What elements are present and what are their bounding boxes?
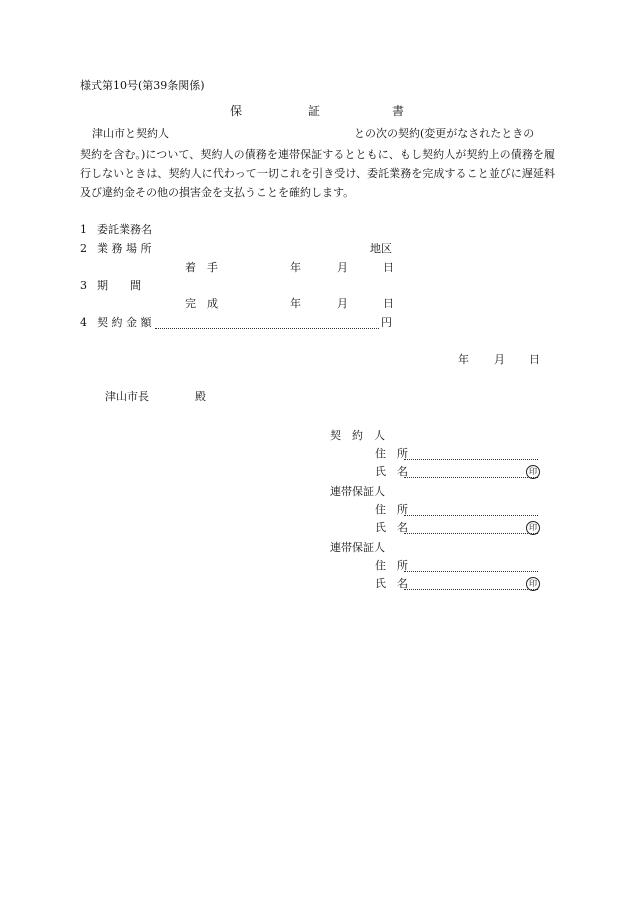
party3-name-line — [404, 589, 538, 590]
date-day: 日 — [529, 353, 540, 366]
amount-dotted-line — [155, 328, 379, 329]
item1-number: 1 — [80, 223, 87, 236]
period-start-day: 日 — [383, 261, 394, 274]
item2-number: 2 — [80, 242, 87, 255]
period-start-label: 着 手 — [185, 261, 218, 274]
party3-address-label: 住 所 — [375, 559, 408, 572]
date-month: 月 — [494, 353, 505, 366]
item1-label: 委託業務名 — [97, 223, 152, 236]
party3-name-label: 氏 名 — [375, 577, 408, 590]
party1-seal-mark: 印 — [526, 465, 540, 479]
party1-heading: 契 約 人 — [330, 429, 385, 442]
party2-name-line — [404, 533, 538, 534]
period-end-month: 月 — [337, 297, 348, 310]
item4-label: 契 約 金 額 — [97, 316, 152, 329]
form-label: 様式第10号(第39条関係) — [80, 79, 205, 92]
period-end-day: 日 — [383, 297, 394, 310]
period-end-label: 完 成 — [185, 297, 218, 310]
item3-number: 3 — [80, 279, 87, 292]
party3-seal-mark: 印 — [526, 577, 540, 591]
addressee-name: 津山市長 — [105, 390, 149, 403]
item2-suffix: 地区 — [370, 242, 392, 255]
party2-address-label: 住 所 — [375, 503, 408, 516]
item3-label: 期 間 — [97, 279, 141, 292]
title-char-3: 書 — [392, 104, 405, 118]
title-char-1: 保 — [230, 104, 243, 118]
party1-name-line — [404, 477, 538, 478]
party2-heading: 連帯保証人 — [330, 485, 385, 498]
addressee-honorific: 殿 — [195, 390, 206, 403]
party2-name-label: 氏 名 — [375, 521, 408, 534]
item2-label: 業 務 場 所 — [97, 242, 152, 255]
date-year: 年 — [458, 353, 469, 366]
item4-number: 4 — [80, 316, 87, 329]
party1-address-label: 住 所 — [375, 447, 408, 460]
party3-heading: 連帯保証人 — [330, 541, 385, 554]
period-start-year: 年 — [290, 261, 301, 274]
intro-right: との次の契約(変更がなされたときの — [354, 127, 535, 140]
intro-left: 津山市と契約人 — [92, 127, 169, 140]
item4-suffix: 円 — [381, 316, 392, 329]
party1-address-line — [404, 459, 538, 460]
intro-body: 契約を含む。)について、契約人の債務を連帯保証するとともに、もし契約人が契約上の債務を履行しないときは、契約人に代わって一切これを引き受け、委託業務を完成すること並びに遅延料及び違約金その他の損害金を支払うことを確約します。 — [80, 148, 555, 199]
party2-seal-mark: 印 — [526, 521, 540, 535]
party1-name-label: 氏 名 — [375, 465, 408, 478]
period-end-year: 年 — [290, 297, 301, 310]
period-start-month: 月 — [337, 261, 348, 274]
party2-address-line — [404, 515, 538, 516]
party3-address-line — [404, 571, 538, 572]
title-char-2: 証 — [308, 104, 321, 118]
